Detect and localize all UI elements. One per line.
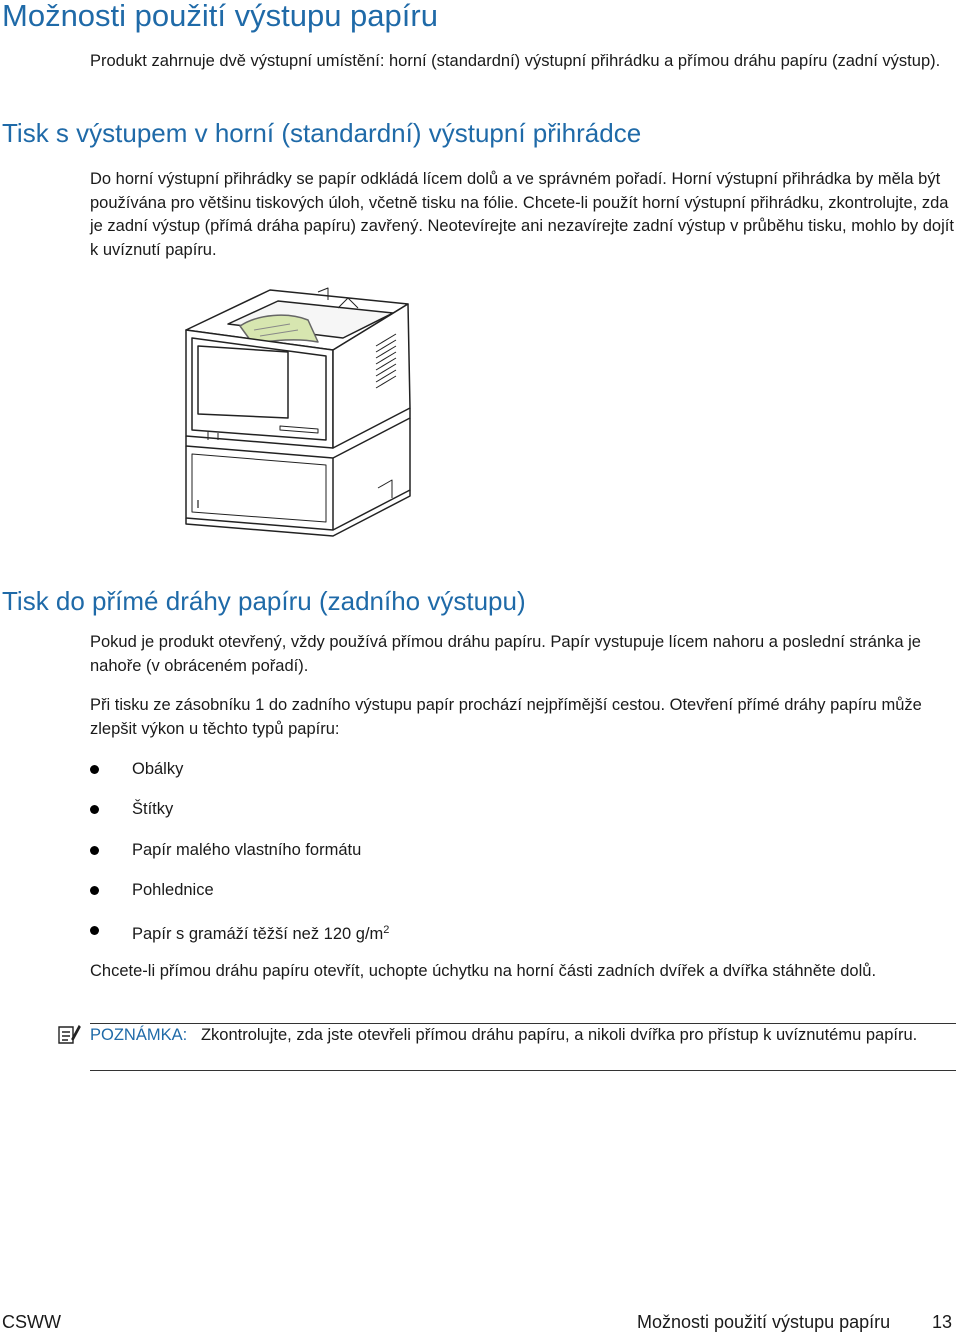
bullet-dot-icon: [90, 805, 99, 814]
list-item-text: Papír s gramáží těžší než 120 g/m: [132, 925, 384, 943]
list-item-label: Štítky: [132, 800, 174, 818]
list-item-label: Obálky: [132, 760, 184, 778]
note: [90, 1024, 956, 1048]
note-text: Zkontrolujte, zda jste otevřeli přímou dráhu papíru, a nikoli dvířka pro přístup k uvíznutému papíru.: [200, 1026, 918, 1044]
section2-para1: Pokud je produkt otevřený, vždy používá přímou dráhu papíru. Papír vystupuje lícem nahoru a poslední stránka je nahoře (v obráceném pořadí).: [90, 633, 921, 675]
intro-paragraph: Produkt zahrnuje dvě výstupní umístění: horní (standardní) výstupní přihrádku a přímou dráhu papíru (zadní výstup).: [90, 52, 941, 70]
section1-heading: Tisk s výstupem v horní (standardní) výstupní přihrádce: [2, 118, 642, 148]
bullet-dot-icon: [90, 846, 99, 855]
note-label: POZNÁMKA:: [90, 1026, 188, 1044]
list-item-label: Pohlednice: [132, 881, 214, 899]
bullet-dot-icon: [90, 926, 99, 935]
section2-heading: Tisk do přímé dráhy papíru (zadního výstupu): [2, 586, 526, 616]
section2-para3: Chcete-li přímou dráhu papíru otevřít, uchopte úchytku na horní části zadních dvířek a dvířka stáhněte dolů.: [90, 962, 877, 980]
section2-para2: Při tisku ze zásobníku 1 do zadního výstupu papír prochází nejpřímější cestou. Otevření přímé dráhy papíru může zlepšit výkon u těchto typů papíru:: [90, 696, 922, 738]
footer-left: CSWW: [2, 1312, 61, 1332]
note-icon: [55, 1023, 81, 1047]
superscript: 2: [383, 924, 390, 936]
page-number: 13: [932, 1312, 953, 1332]
bullet-dot-icon: [90, 765, 99, 774]
list-item-label: Papír malého vlastního formátu: [132, 841, 362, 859]
bullet-dot-icon: [90, 886, 99, 895]
printer-illustration: [178, 268, 423, 550]
section1-body: Do horní výstupní přihrádky se papír odkládá lícem dolů a ve správném pořadí. Horní výstupní přihrádka by měla být používána pro většinu tiskových úloh, včetně tisku na fólie. Chcete-li použít horní výstupní přihrádku, zkontrolujte, zda je zadní výstup (přímá dráha papíru) zavřený. Neotevírejte ani nezavírejte zadní výstup v průběhu tisku, mohlo by dojít k uvíznutí papíru.: [90, 170, 954, 259]
note-rule-bottom: [90, 1070, 956, 1071]
page-title: Možnosti použití výstupu papíru: [2, 0, 438, 33]
list-item-label: [132, 919, 389, 946]
footer-title: Možnosti použití výstupu papíru: [637, 1312, 891, 1332]
